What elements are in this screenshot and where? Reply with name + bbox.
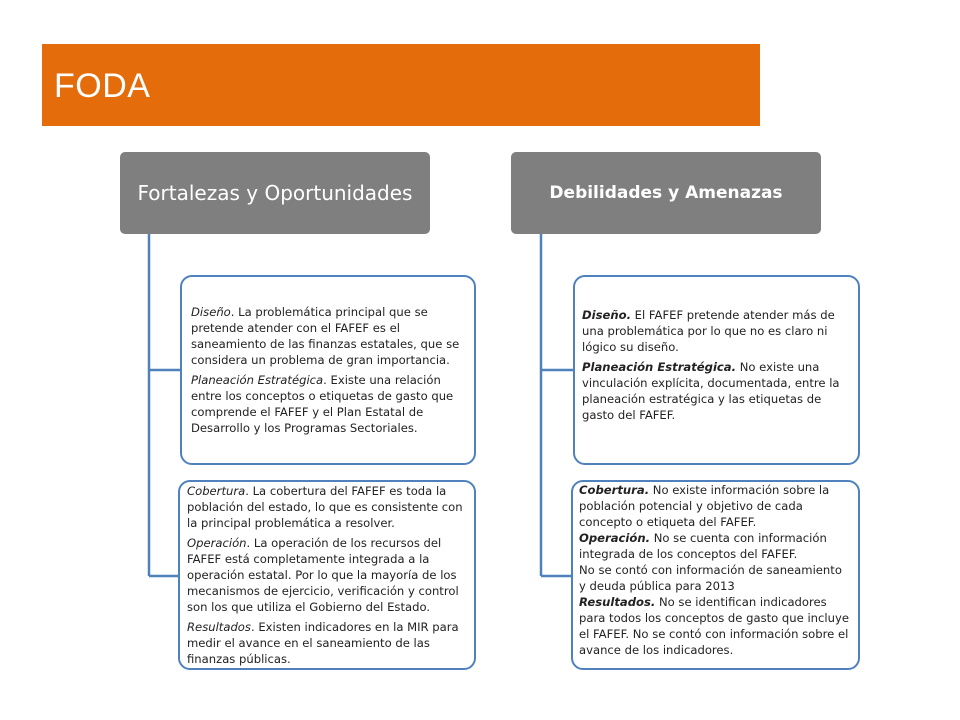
header-debilidades-label: Debilidades y Amenazas (549, 183, 783, 203)
text-resultados-deb: No se identifican indicadores para todos los conceptos de gasto que incluye el FAFEF. No se contó con información sobre el avance de los indicadores. (579, 595, 849, 657)
fortalezas-operacion-item (187, 535, 466, 615)
debilidades-cobertura-item (579, 482, 851, 530)
text-operacion: . La operación de los recursos del FAFEF está completamente integrada a la operación estatal. Por lo que la mayoría de los mecanismos de ejercicio, verificación y control son los que utiliza el Gobierno del Estado. (187, 536, 459, 614)
header-fortalezas-label: Fortalezas y Oportunidades (137, 181, 413, 205)
text-planeacion: . Existe una relación entre los conceptos o etiquetas de gasto que comprende el FAFEF y el Plan Estatal de Desarrollo y los Programas Sectoriales. (191, 373, 454, 435)
text-operacion-deb: No se cuenta con información integrada de los conceptos del FAFEF. (579, 531, 827, 561)
debilidades-resultados-item (579, 594, 851, 658)
debilidades-diseno-item (582, 307, 850, 355)
fortalezas-box-1 (180, 275, 476, 465)
text-saneamiento-deb: No se contó con información de saneamiento y deuda pública para 2013 (579, 563, 842, 593)
text-planeacion-deb: No existe una vinculación explícita, documentada, entre la planeación estratégica y las etiquetas de gasto del FAFEF. (582, 360, 840, 422)
term-planeacion: Planeación Estratégica (191, 373, 324, 387)
text-resultados: . Existen indicadores en la MIR para medir el avance en el saneamiento de las finanzas públicas. (187, 620, 459, 666)
term-resultados: Resultados (187, 620, 251, 634)
term-diseno: Diseño (191, 305, 231, 319)
debilidades-operacion-item (579, 530, 851, 562)
page-title: FODA (54, 67, 151, 105)
debilidades-box-2 (571, 480, 860, 670)
fortalezas-diseno-item (191, 304, 466, 368)
debilidades-saneamiento-item (579, 562, 851, 594)
term-planeacion-deb: Planeación Estratégica. (582, 360, 737, 374)
text-cobertura: . La cobertura del FAFEF es toda la población del estado, lo que es consistente con la principal problemática a resolver. (187, 484, 463, 530)
text-diseno-deb: El FAFEF pretende atender más de una problemática por lo que no es claro ni lógico su diseño. (582, 308, 835, 354)
term-resultados-deb: Resultados. (579, 595, 656, 609)
fortalezas-box-2 (178, 480, 476, 670)
term-cobertura: Cobertura (187, 484, 246, 498)
text-cobertura-deb: No existe información sobre la población potencial y objetivo de cada concepto o etiqueta del FAFEF. (579, 483, 830, 529)
term-operacion: Operación (187, 536, 247, 550)
fortalezas-cobertura-item (187, 483, 466, 531)
fortalezas-planeacion-item (191, 372, 466, 436)
fortalezas-resultados-item (187, 619, 466, 667)
term-diseno-deb: Diseño. (582, 308, 631, 322)
text-diseno: . La problemática principal que se pretende atender con el FAFEF es el saneamiento de las finanzas estatales, que se considera un problema de gran importancia. (191, 305, 460, 367)
term-operacion-deb: Operación. (579, 531, 651, 545)
term-cobertura-deb: Cobertura. (579, 483, 650, 497)
debilidades-planeacion-item (582, 359, 850, 423)
debilidades-box-1 (573, 275, 860, 465)
